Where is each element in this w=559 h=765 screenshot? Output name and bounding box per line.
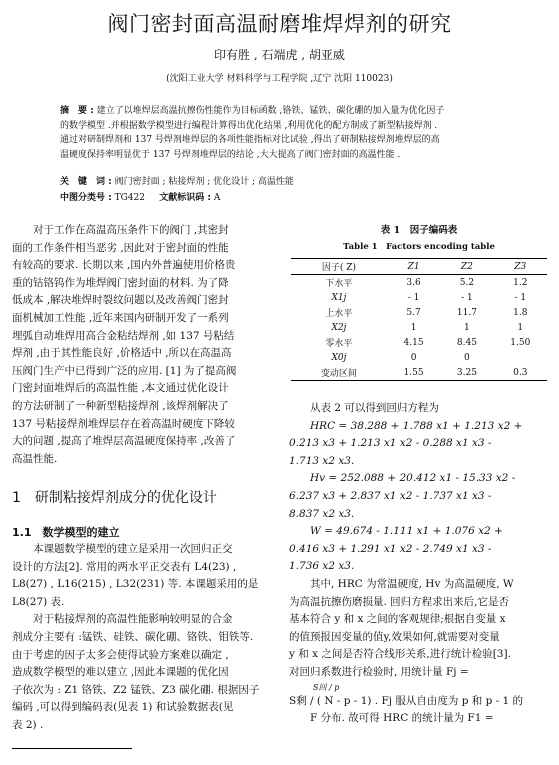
equation-w-line: 0.416 x3 + 1.291 x1 x2 - 2.749 x1 x3 - [289,542,492,555]
table-row: X1j - 1 - 1 - 1 [331,292,527,303]
model-paragraph: 本课题数学模型的建立是采用一次回归正交 设计的方法[2]. 常用的两水平正交表有 L4(23) , L8(27) , L16(215) , L32(231) 等. 本课题采用的是 L8(27) 表. 对于粘接焊剂的高温性能影响较明显的合金 剂成分主要有 :锰铁、硅铁、碳化硼、铬铁、钼铁等. 由于考虑的因子太多会使得试验方案难以确定 , 造成数学模型的难以建立 ,因此本课题的优化因 子依次为 : Z1 铬铁、Z2 锰铁、Z3 碳化硼. 根据因子 编码 ,可以得到编码表(见表 1) 和试验数据表(见 表 2) . [12,543,260,731]
doc-value: A [213,193,221,203]
abstract-line: 温硬度保持率明显优于 137 号焊剂堆焊层的结论 ,大大提高了阀门密封面的高温性能 . [60,149,401,160]
table-caption-cn: 表 1 因子编码表 [380,225,458,236]
keywords-value: 阀门密封面 ; 粘接焊剂 ; 优化设计 ; 高温性能 [114,177,294,187]
paper-title: 阀门密封面高温耐磨堆焊焊剂的研究 [107,12,452,36]
body-line: S剩 / ( N - p - 1) . Fj 服从自由度为 p 和 p - 1 的 [289,694,524,707]
classification [60,190,500,203]
equation-hrc-line: 1.713 x2 x3. [289,454,355,467]
keywords [60,174,500,187]
table-caption-en: Table 1 Factors encoding table [343,242,495,252]
body-line: 为高温抗擦伤磨损量. 回归方程求出来后,它是否 [289,595,510,608]
footnote-rule [12,748,132,749]
table-row: 变动区间 1.55 3.25 0.3 [291,365,547,381]
equation-w-line: W = 49.674 - 1.111 x1 + 1.076 x2 + [310,525,503,538]
doc-label: 文献标识码 : [159,193,212,203]
class-value: TG422 [114,193,145,203]
intro-paragraph: 对于工作在高温高压条件下的阀门 ,其密封 面的工作条件相当恶劣 ,因此对于密封面的性能 有较高的要求. 长期以来 ,国内外普遍使用价格贵 重的钴铬钨作为堆焊阀门密封面的材料. 为了降 低成本 ,解决堆焊时裂纹问题以及改善阀门密封 面机械加工性能 ,近年来国内研制开发了一系列 埋弧自动堆焊用高合金粘结焊剂 ,如 137 号粘结 焊剂 ,由于其性能良好 ,价格适中 ,所以在高温高 压阀门生产中已得到广泛的应用. [1] 为了提高阀 门密封面堆焊后的高温性能 ,本文通过优化设计 的方法研制了一种新型粘接焊剂 ,该焊剂解决了 137 号粘接焊剂堆焊层存在着高温时硬度下降较 大的问题 ,提高了堆焊层高温硬度保持率 ,改善了 高温性能. [12,224,237,465]
table-row: 下水平 3.6 5.2 1.2 [325,277,528,289]
equation-hrc-line: HRC = 38.288 + 1.788 x1 + 1.213 x2 + [310,419,523,432]
section-heading: 1 研制粘接焊剂成分的优化设计 [12,490,217,506]
equation-hv-line: 6.237 x3 + 2.837 x1 x2 - 1.737 x1 x3 - [289,489,492,502]
equation-hv-line: Hv = 252.088 + 20.412 x1 - 15.33 x2 - [310,472,516,485]
factor-table [291,258,547,381]
affiliation: (沈阳工业大学 材料科学与工程学院 ,辽宁 沈阳 110023) [166,74,393,84]
abstract-line: 摘 要 : 建立了以堆焊层高温抗擦伤性能作为目标函数 ,铬铁、锰铁、碳化硼的加入量为优化因子 [60,106,445,116]
body-line: 对回归系数进行检验时, 用统计量 Fj = [289,665,469,678]
abstract-line: 的数学模型 .并根据数学模型进行编程计算得出优化结果 ,利用优化的配方制成了新型粘接焊剂 . [60,120,438,131]
equations-lead: 从表 2 可以得到回归方程为 [310,402,439,414]
body-line: 基本符合 y 和 x 之间的客观规律;根据自变量 x [289,613,506,626]
body-line: F 分布. 故可得 HRC 的统计量为 F1 = [310,712,494,725]
authors: 印有胜 , 石端虎 , 胡亚威 [214,48,345,62]
abstract-line: 通过对研制焊剂和 137 号焊剂堆焊层的各项性能指标对比试验 ,得出了研制粘接焊剂堆焊层的高 [60,135,440,145]
equation-hrc-line: 0.213 x3 + 1.213 x1 x2 - 0.288 x1 x3 - [289,437,492,450]
table-row: X2j 1 1 1 [331,322,524,333]
equation-w-line: 1.736 x2 x3. [289,560,355,573]
equation-hv-line: 8.837 x2 x3. [289,507,355,520]
equations-block [289,400,549,728]
body-line: 的值预报因变量的值y,效果如何,就需要对变量 [289,630,500,643]
table-header-row: 因子( Z) Z1 Z2 Z3 [291,259,547,275]
table-row: X0j 0 0 [331,352,470,363]
class-label: 中图分类号 : [60,193,112,203]
fraction-numerator: S回 / p [313,682,340,692]
keywords-label: 关 键 词 : [60,177,112,187]
body-line: 其中, HRC 为常温硬度, Hv 为高温硬度, W [310,577,514,590]
body-line: y 和 x 之间是否符合线形关系,进行统计检验[3]. [289,648,511,661]
subsection-heading: 1.1 数学模型的建立 [12,526,120,539]
abstract-label: 摘 要 : [60,106,94,116]
table-row: 零水平 4.15 8.45 1.50 [325,337,531,349]
table-row: 上水平 5.7 11.7 1.8 [325,307,528,319]
abstract [60,104,500,162]
